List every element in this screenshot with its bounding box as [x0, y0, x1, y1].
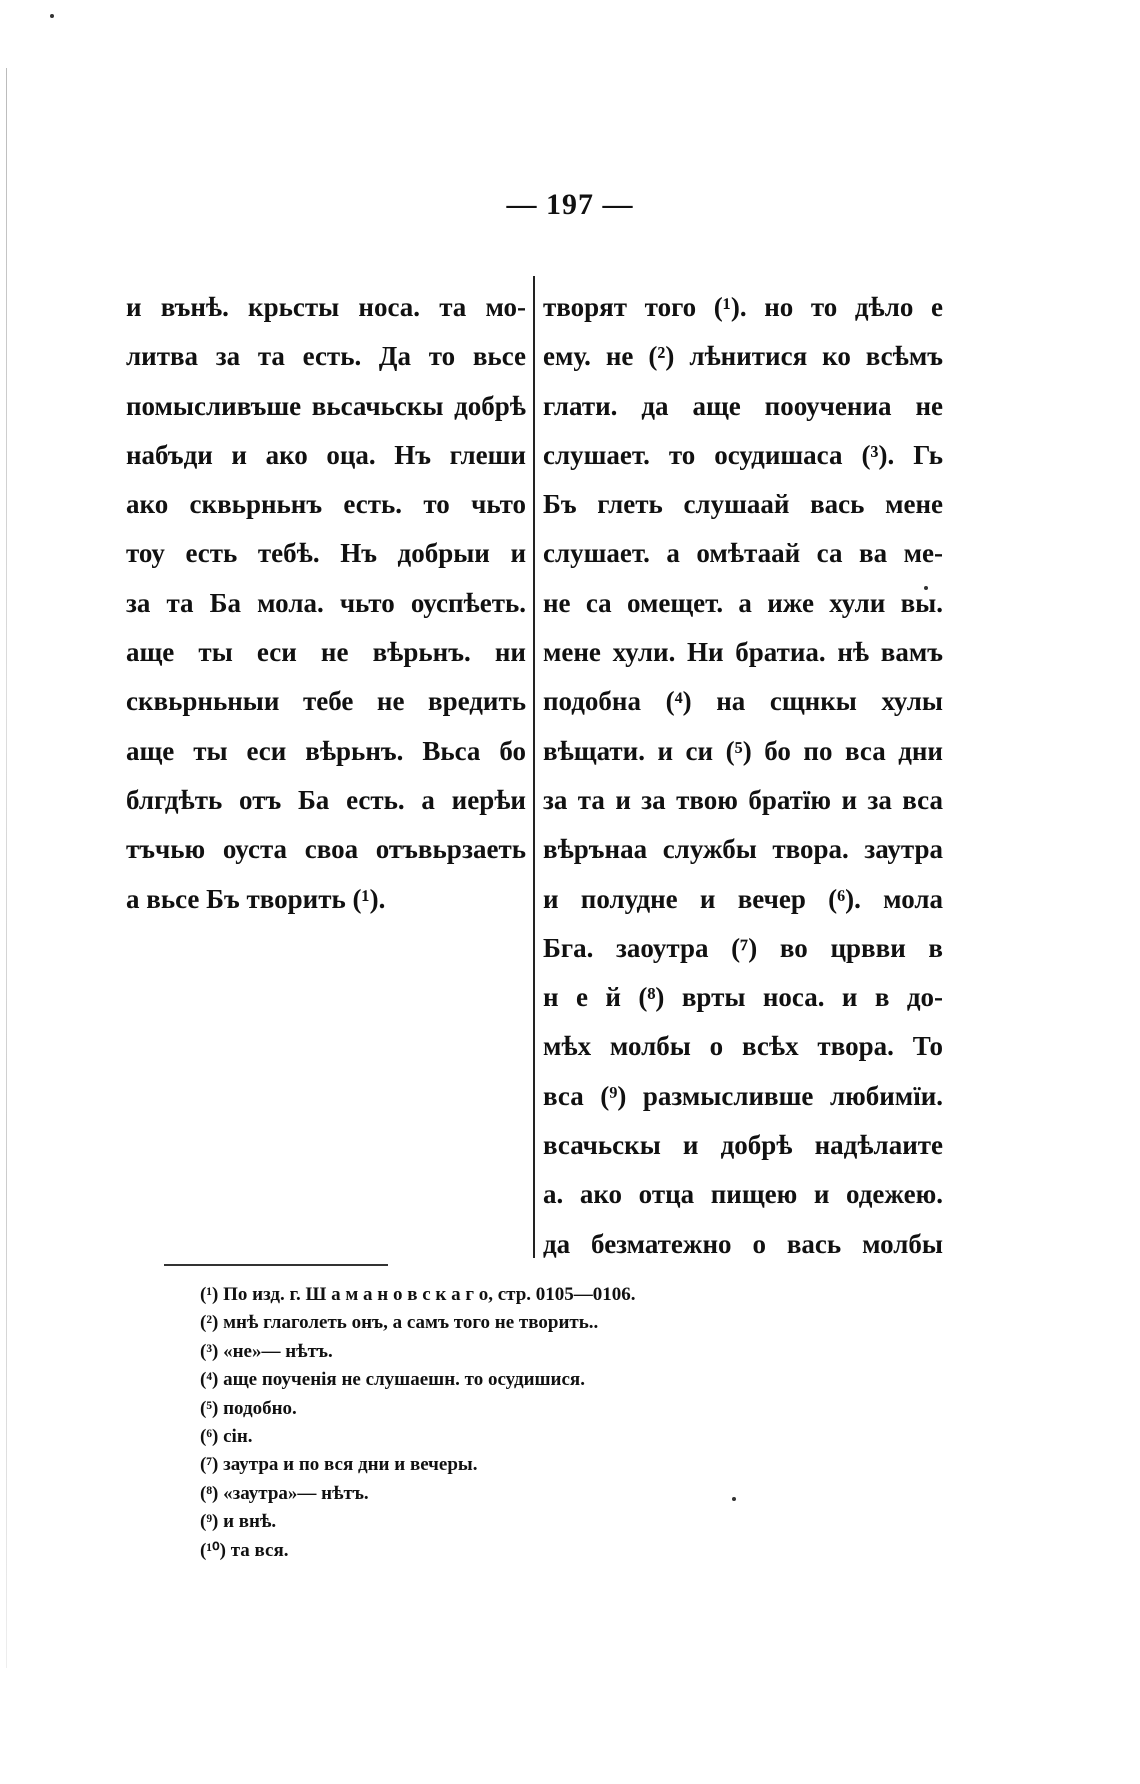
text-line: творят того (¹). но то дѣло е [543, 292, 943, 322]
text-line: ему. не (²) лѣнитися ко всѣмъ [543, 341, 943, 372]
text-line: Бга. заоутра (⁷) во црвви в [543, 932, 943, 963]
right-column [543, 283, 943, 1269]
text-line: аще ты еси вѣрьнъ. Вьса бо [126, 735, 526, 766]
footnote: (⁵) подобно. [200, 1397, 297, 1419]
scan-speck [50, 14, 54, 18]
text-line: помысливъше вьсачьскы добрѣ [126, 390, 526, 421]
page-number: — 197 — [506, 188, 634, 221]
text-line: за та Ба мола. чьто оуспѣеть. [126, 587, 526, 618]
footnote: (⁴) аще поученія не слушаешн. то осудишися. [200, 1369, 585, 1391]
text-line: слушает. а омѣтаай са ва ме- [543, 538, 943, 569]
text-line: а. ако отца пищею и одежею. [543, 1179, 943, 1210]
footnote: (⁷) заутра и по вся дни и вечеры. [200, 1454, 478, 1476]
text-line: сквьрньныи тебе не вредить [126, 686, 526, 717]
text-line: литва за та есть. Да то вьсе [126, 341, 526, 372]
footnote: (⁹) и внѣ. [200, 1511, 277, 1533]
text-line: слушает. то осудишаса (³). Гь [543, 439, 943, 470]
footnote: (⁶) сін. [200, 1426, 253, 1448]
text-line: всачьскы и добрѣ надѣлаите [543, 1130, 943, 1161]
text-line: вѣрънаа службы твора. заутра [543, 834, 943, 865]
text-line: вѣщати. и си (⁵) бо по вса дни [543, 735, 943, 766]
column-divider [533, 276, 535, 1258]
text-line: мѣх молбы о всѣх твора. То [543, 1031, 943, 1062]
text-line: мене хули. Ни братиа. нѣ вамъ [543, 637, 943, 668]
footnote: (¹) По изд. г. Ш а м а н о в с к а г о, стр. 0105—0106. [200, 1284, 636, 1305]
text-line: и полудне и вечер (⁶). мола [543, 883, 943, 914]
footnote: (⁸) «заутра»— нѣтъ. [200, 1482, 369, 1504]
text-line: вса (⁹) размысливше любимїи. [543, 1080, 943, 1111]
text-line: не са омещет. а иже хули вы. [543, 587, 943, 618]
text-line: ако сквьрньнъ есть. то чьто [126, 489, 526, 520]
text-line: тоу есть тебѣ. Нъ добрыи и [126, 538, 526, 569]
footnote-separator [164, 1264, 388, 1266]
text-line: да безматежно о вась молбы [543, 1228, 943, 1259]
text-line: блгдѣть отъ Ба есть. а иерѣи [126, 784, 526, 815]
footnote: (¹⁰) та вся. [200, 1539, 289, 1561]
scan-edge-mark [6, 68, 7, 1668]
text-line: за та и за твою братїю и за вса [543, 784, 943, 815]
text-line: н е й (⁸) врты носа. и в до- [543, 982, 943, 1013]
footnote: (²) мнѣ глаголеть онъ, а самъ того не творить.. [200, 1312, 599, 1334]
footnote: (³) «не»— нѣтъ. [200, 1340, 333, 1362]
left-column [126, 283, 526, 924]
text-line: а вьсе Бъ творить (¹). [126, 883, 386, 914]
footnotes [200, 1281, 900, 1565]
text-line: подобна (⁴) на сщнкы хулы [543, 686, 943, 717]
text-line: набъди и ако оца. Нъ глеши [126, 439, 526, 470]
text-line: и вънѣ. крьсты носа. та мо- [126, 292, 526, 322]
text-line: Бъ глеть слушаай вась мене [543, 489, 943, 520]
text-line: аще ты еси не вѣрьнъ. ни [126, 637, 526, 668]
text-line: тъчью оуста своа отъвьрзаеть [126, 834, 526, 865]
text-line: глати. да аще пооучениа не [543, 390, 943, 421]
